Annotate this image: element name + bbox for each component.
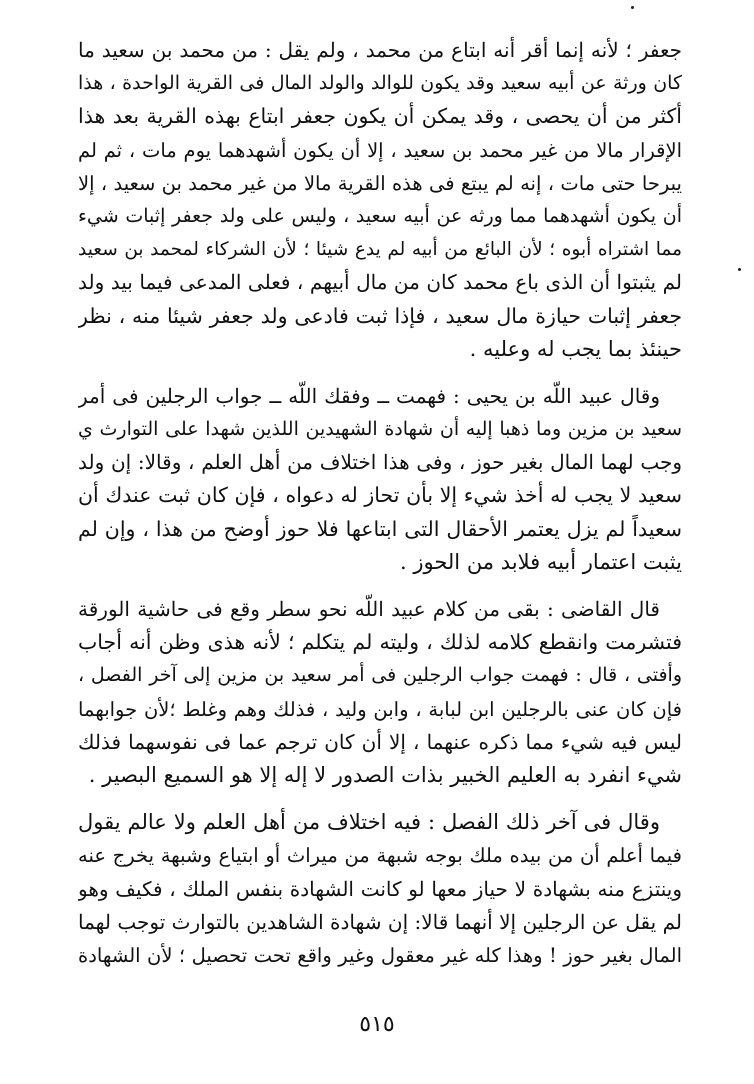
paragraph-4 [78, 806, 682, 972]
text-page [78, 34, 682, 1034]
text-line: مما اشتراه أبوه ؛ لأن البائع من أبيه لم يدع شيئا ؛ لأن الشركاء لمحمد بن سعيد [78, 239, 682, 261]
text-line: شيء انفرد به العليم الخبير بذات الصدور لا إله إلا هو السميع البصير . [88, 762, 682, 787]
text-line: وقال فى آخر ذلك الفصل : فيه اختلاف من أهل العلم ولا عالم يقول [78, 810, 660, 835]
text-line: وأفتى ، قال : فهمت جواب الرجلين فى أمر سعيد بن مزين إلى آخر الفصل ، [78, 664, 682, 687]
text-line: الإقرار مالا من غير محمد بن سعيد ، إلا أن يكون أشهدهما يوم مات ، ثم لم [78, 138, 682, 162]
scan-speck [631, 6, 634, 9]
text-line: كان ورثة عن أبيه سعيد وقد يكون للوالد والولد المال فى القرية الواحدة ، هذا [78, 72, 682, 95]
paragraph-gap [78, 366, 682, 380]
text-line: حينئذ بما يجب له وعليه . [469, 336, 682, 361]
page-number: ٥١٥ [359, 1012, 395, 1037]
text-line: أن يكون أشهدهما مما ورثه عن أبيه سعيد ، وليس على ولد جعفر إثبات شيء [78, 204, 682, 227]
paragraph-2 [78, 380, 682, 579]
text-line: وينتزع منه بشهادة لا حياز معها لو كانت الشهادة بنفس الملك ، فكيف وهو [78, 876, 682, 901]
text-line: وقال عبيد اللّه بن يحيى : فهمت ــ وفقك اللّه ــ جواب الرجلين فى أمر [78, 383, 660, 408]
text-line: سعيداً لم يزل يعتمر الأحقال التى ابتاعها فلا حوز أوضح من هذا ، وإن لم [78, 516, 682, 541]
paragraph-gap [78, 579, 682, 593]
text-line: وجب لهما المال بغير حوز ، وفى هذا اختلاف من أهل العلم ، وقالا: إن ولد [78, 450, 682, 475]
text-line: المال بغير حوز ! وهذا كله غير معقول وغير واقع تحت تحصيل ؛ لأن الشهادة [78, 943, 682, 967]
paragraph-3 [78, 593, 682, 792]
scan-speck [738, 268, 741, 271]
text-line: لم يثبتوا أن الذى باع محمد كان من مال أبيهم ، فعلى المدعى فيما بيد ولد [78, 270, 682, 295]
paragraph-1 [78, 34, 682, 366]
text-line: يثبت اعتمار أبيه فلابد من الحوز . [400, 549, 682, 574]
text-line: جعفر ؛ لأنه إنما أقر أنه ابتاع من محمد ، ولم يقل : من محمد بن سعيد ما [78, 38, 682, 62]
paragraph-gap [78, 792, 682, 806]
text-line: لم يقل عن الرجلين إلا أنهما قالا: إن شهادة الشاهدين بالتوارث توجب لهما [78, 909, 682, 934]
text-line: ليس فيه شيء مما ذكره عنهما ، إلا أن كان ترجم عما فى نفوسهما فذلك [78, 729, 682, 754]
text-line: أكثر من أن يحصى ، وقد يمكن أن يكون جعفر ابتاع بهذه القرية بعد هذا [78, 104, 682, 129]
text-line: فيما أعلم أن من بيده ملك بوجه شبهة من ميراث أو ابتياع وشبهة يخرج عنه [78, 844, 682, 868]
text-line: فتشرمت وانقطع كلامه لذلك ، وليته لم يتكلم ؛ لأنه هذى وظن أنه أجاب [78, 630, 682, 655]
text-line: سعيد لا يجب له أخذ شيء إلا بأن تحاز له دعواه ، فإن كان ثبت عندك أن [78, 483, 682, 508]
text-line: سعيد بن مزين وما ذهبا إليه أن شهادة الشهيدين اللذين شهدا على التوارث ي [78, 418, 682, 441]
text-line: فإن كان عنى بالرجلين ابن لبابة ، وابن وليد ، فذلك وهم وغلط ؛لأن جوابهما [78, 697, 682, 721]
text-line: قال القاضى : بقى من كلام عبيد اللّه نحو سطر وقع فى حاشية الورقة [78, 597, 660, 621]
text-line: جعفر إثبات حيازة مال سعيد ، فإذا ثبت فادعى ولد جعفر شيئا منه ، نظر [78, 303, 682, 328]
text-line: يبرحا حتى مات ، إنه لم يبتع فى هذه القرية مالا من غير محمد بن سعيد ، إلا [78, 171, 682, 195]
